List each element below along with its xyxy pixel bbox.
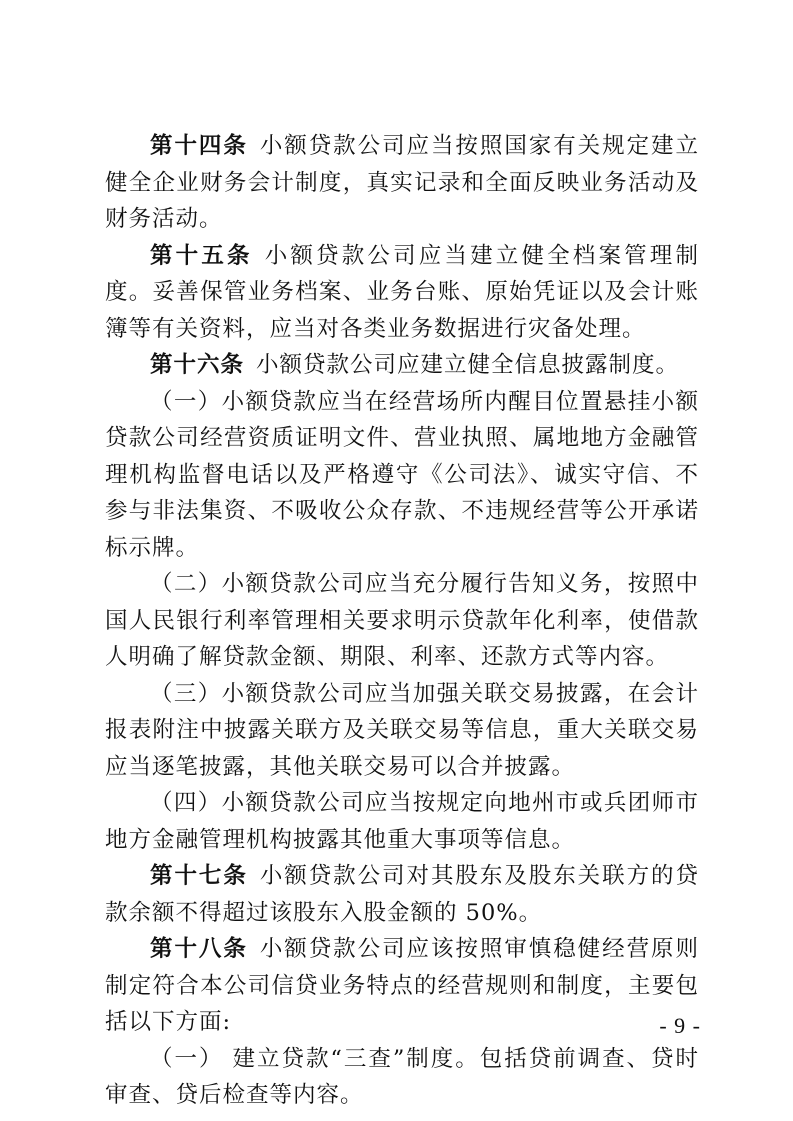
article-16-item-4 (105, 785, 699, 858)
article-18-item-1 (105, 1041, 699, 1114)
article-15 (105, 238, 699, 348)
article-heading: 第十五条 (150, 242, 253, 269)
article-17 (105, 858, 699, 931)
item-text: （一）小额贷款应当在经营场所内醒目位置悬挂小额贷款公司经营资质证明文件、营业执照、属地地方金融管理机构监督电话以及严格遵守《公司法》、诚实守信、不参与非法集资、不吸收公众存款、不违规经营等公开承诺标示牌。 (105, 388, 699, 561)
article-16 (105, 347, 699, 384)
item-text: （一） 建立贷款“三查”制度。包括贷前调查、贷时审查、贷后检查等内容。 (105, 1045, 699, 1108)
item-text: （四）小额贷款公司应当按规定向地州市或兵团师市地方金融管理机构披露其他重大事项等信息。 (105, 790, 699, 853)
article-18 (105, 931, 699, 1041)
article-16-item-3 (105, 676, 699, 786)
article-text: 小额贷款公司应当按照国家有关规定建立健全企业财务会计制度，真实记录和全面反映业务活动及财务活动。 (105, 133, 699, 232)
article-16-item-2 (105, 566, 699, 676)
article-14 (105, 128, 699, 238)
page-number: - 9 - (659, 1013, 701, 1038)
item-text: （二）小额贷款公司应当充分履行告知义务，按照中国人民银行利率管理相关要求明示贷款年化利率，使借款人明确了解贷款金额、期限、利率、还款方式等内容。 (105, 571, 699, 670)
article-text: 小额贷款公司应建立健全信息披露制度。 (256, 352, 680, 378)
document-body (105, 128, 699, 1114)
article-heading: 第十六条 (150, 352, 245, 378)
article-text: 小额贷款公司对其股东及股东关联方的贷款余额不得超过该股东入股金额的 50%。 (105, 863, 699, 926)
article-heading: 第十四条 (150, 133, 248, 159)
item-text: （三）小额贷款公司应当加强关联交易披露，在会计报表附注中披露关联方及关联交易等信息，重大关联交易应当逐笔披露，其他关联交易可以合并披露。 (105, 680, 699, 780)
article-text: 小额贷款公司应该按照审慎稳健经营原则制定符合本公司信贷业务特点的经营规则和制度，主要包括以下方面: (105, 936, 699, 1035)
article-heading: 第十八条 (150, 936, 248, 962)
article-heading: 第十七条 (150, 863, 248, 889)
article-text: 小额贷款公司应当建立健全档案管理制度。妥善保管业务档案、业务台账、原始凭证以及会计账簿等有关资料，应当对各类业务数据进行灾备处理。 (105, 242, 699, 342)
article-16-item-1 (105, 384, 699, 567)
